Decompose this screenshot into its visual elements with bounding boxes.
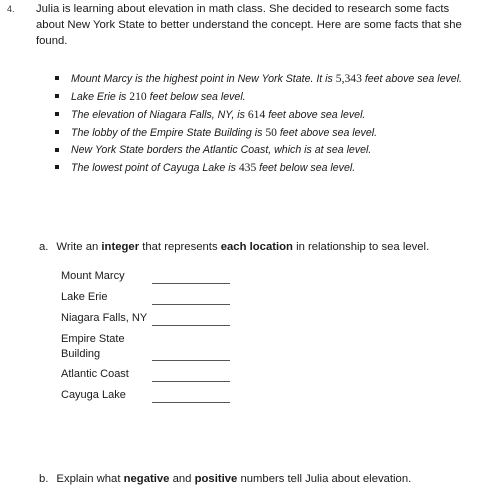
fact-text: Lake Erie is bbox=[71, 91, 130, 103]
prompt-text: numbers tell Julia about elevation. bbox=[237, 473, 412, 485]
fact-text: Mount Marcy is the highest point in New York State. It is bbox=[71, 73, 336, 85]
fact-item bbox=[55, 70, 465, 88]
fact-text: New York State borders the Atlantic Coast, which is at sea level. bbox=[71, 144, 372, 156]
prompt-text: and bbox=[169, 473, 195, 485]
prompt-bold: positive bbox=[194, 473, 238, 485]
fact-number: 50 bbox=[265, 126, 277, 139]
fact-number: 435 bbox=[238, 161, 257, 174]
prompt-bold: negative bbox=[123, 473, 170, 485]
fact-text: The lobby of the Empire State Building is bbox=[71, 127, 266, 139]
answer-blank[interactable] bbox=[152, 304, 230, 305]
bullet-icon bbox=[55, 165, 59, 169]
prompt-text: in relationship to sea level. bbox=[292, 241, 430, 253]
prompt-text: that represents bbox=[139, 241, 221, 253]
bullet-icon bbox=[55, 112, 59, 116]
bullet-icon bbox=[55, 76, 59, 80]
part-a-prompt bbox=[39, 241, 469, 253]
location-label: Atlantic Coast bbox=[61, 368, 129, 380]
answer-blank[interactable] bbox=[152, 283, 230, 284]
location-label: Niagara Falls, NY bbox=[61, 312, 148, 324]
fact-number: 614 bbox=[247, 108, 266, 121]
fact-text: feet above sea level. bbox=[361, 73, 462, 85]
question-intro: Julia is learning about elevation in math class. She decided to research some facts about New York State to better understand the concept. Here are some facts that she found. bbox=[36, 3, 462, 47]
fact-text: The lowest point of Cayuga Lake is bbox=[71, 162, 239, 174]
location-label: Cayuga Lake bbox=[61, 389, 126, 401]
bullet-icon bbox=[55, 94, 59, 98]
location-label: Mount Marcy bbox=[61, 270, 125, 282]
bullet-icon bbox=[55, 148, 59, 152]
fact-text: feet above sea level. bbox=[276, 127, 378, 139]
fact-item bbox=[55, 88, 465, 106]
part-letter: a. bbox=[39, 241, 49, 253]
bullet-icon bbox=[55, 130, 59, 134]
fact-text: feet below sea level. bbox=[146, 91, 246, 103]
facts-list bbox=[55, 70, 465, 177]
fact-item bbox=[55, 106, 465, 124]
question-number: 4. bbox=[7, 4, 15, 14]
answer-blank[interactable] bbox=[152, 360, 230, 361]
location-label: Lake Erie bbox=[61, 291, 108, 303]
answer-blank[interactable] bbox=[152, 325, 230, 326]
answer-blank[interactable] bbox=[152, 402, 230, 403]
part-letter: b. bbox=[39, 473, 49, 485]
prompt-text: Write an bbox=[56, 241, 102, 253]
prompt-text: Explain what bbox=[56, 473, 124, 485]
fact-item bbox=[55, 124, 465, 142]
fact-text: feet below sea level. bbox=[256, 162, 356, 174]
fact-item bbox=[55, 142, 465, 159]
fact-number: 210 bbox=[129, 90, 147, 103]
fact-number: 5,343 bbox=[335, 72, 362, 85]
fact-text: feet above sea level. bbox=[265, 109, 366, 121]
answer-blank[interactable] bbox=[152, 381, 230, 382]
location-label: Empire State Building bbox=[61, 333, 125, 360]
fact-text: The elevation of Niagara Falls, NY, is bbox=[71, 109, 248, 121]
prompt-bold: each location bbox=[220, 241, 293, 253]
part-b-prompt bbox=[39, 473, 469, 485]
fact-item bbox=[55, 159, 465, 177]
prompt-bold: integer bbox=[101, 241, 140, 253]
